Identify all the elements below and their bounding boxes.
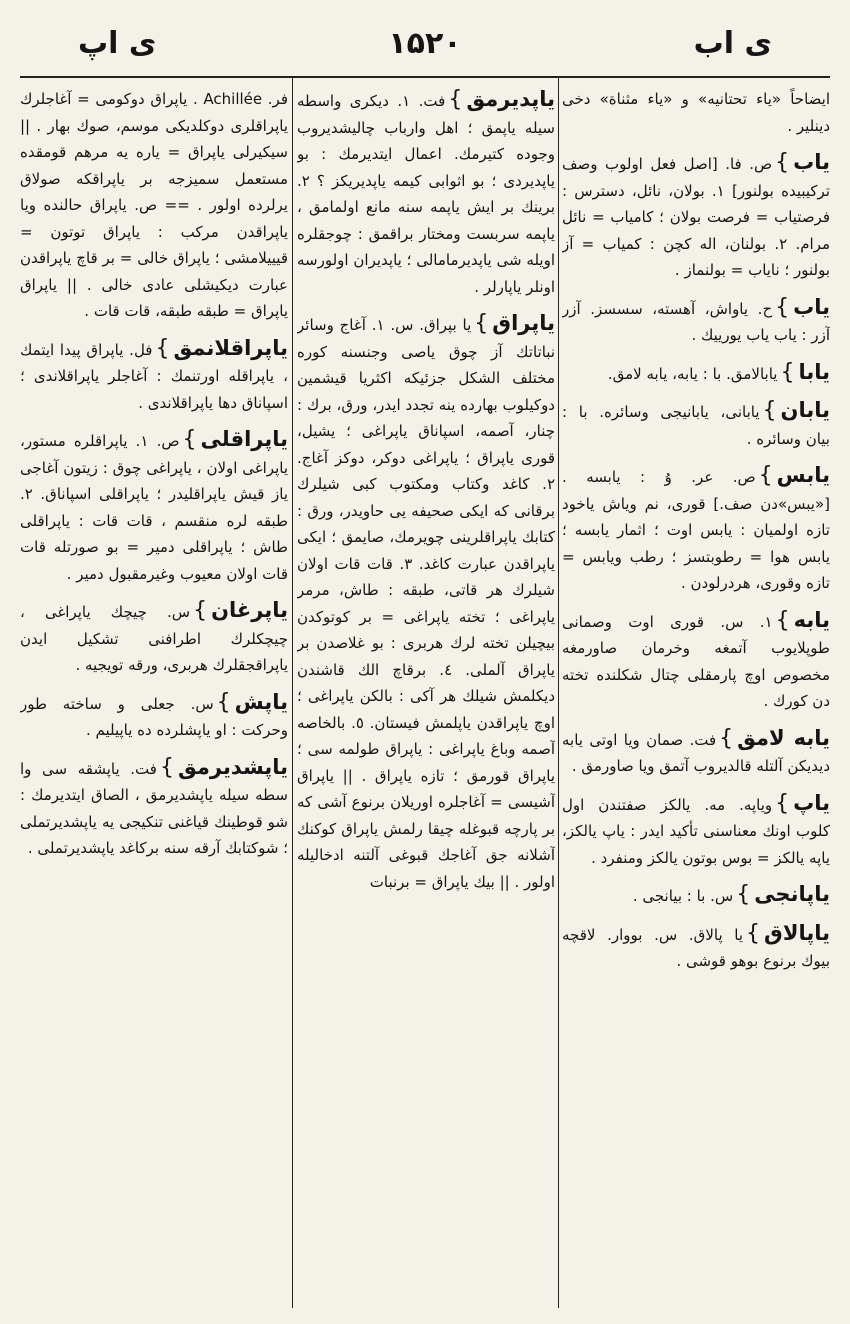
entry-headword: یاپش (234, 689, 288, 714)
brace-glyph: } (448, 87, 463, 112)
dictionary-entry (562, 790, 830, 872)
entry-headword: یاپشدیرمق (177, 754, 288, 779)
entry-definition: فل. یاپراق پیدا ایتمك ، یاپراقله اورتنمك : آغاجلر یاپراقلاندی ؛ اسپاناق دها یاپراقلاندی . (20, 340, 288, 412)
brace-glyph: } (746, 920, 761, 946)
dictionary-entry (297, 86, 555, 300)
header-rule (20, 76, 830, 78)
entry-headword: یابه (793, 607, 830, 632)
dictionary-entry (562, 359, 830, 388)
entry-definition: ویاپه. مه. یالکز صفتندن اول کلوب اونك معناسنی تأکید ایدر : یاپ یالکز، یاپه یالکز = بوس بوتون یالکز ومنفرد . (562, 795, 830, 867)
entry-definition: س. با : بیانجی . (632, 887, 734, 905)
entry-definition: ص. عر. ۇ : یابسه . [«یبس»دن صف.] قوری، نم ویاش یاخود تازه اولمیان : یابس اوت ؛ اثمار یابسه ؛ یابس هوا = رطوبتسز ؛ رطب ویابس = تازه وقوری، هردرلودن . (562, 468, 830, 592)
entry-headword: یاب (793, 150, 830, 174)
page-header (20, 18, 830, 68)
entry-headword: یاپرغان (211, 598, 288, 622)
entry-headword: یاپراقلی (200, 427, 288, 451)
dictionary-entry (20, 689, 288, 744)
dictionary-entry: ایضاحاً «یاء تحتانیه» و «یاء مثناة» دخی دینلیر . (562, 90, 830, 135)
column-middle (297, 86, 555, 1308)
dictionary-entry (562, 294, 830, 349)
brace-glyph: } (775, 790, 790, 816)
dictionary-entry (20, 754, 288, 862)
entry-headword: یابان (780, 398, 830, 422)
entry-headword: یاپراقلانمق (173, 335, 288, 360)
brace-glyph: } (758, 463, 773, 488)
entry-definition: فت. یاپشقه سی وا سطه سیله یاپشدیرمق ، الصاق ایتدیرمك : شو قوطینك قیاغنی تنکیجی یه یاپشدیرتملی ؛ شوکتابك آرقه سنه برکاغد یاپشدیرتملی . (20, 759, 288, 857)
dictionary-entry (562, 462, 830, 597)
dictionary-entry (20, 335, 288, 417)
entry-definition: یابالامق. با : یابه، یابه لامق. (607, 364, 778, 383)
page-number: ۱۵۲۰ (388, 26, 462, 61)
dictionary-page (20, 18, 830, 1308)
header-left-guide-word: ی اپ (78, 26, 157, 61)
entry-headword: یابه لامق (737, 725, 830, 750)
entry-definition: س. چیچك یاپراغی ، چیچکلرك اطرافنی تشکیل ایدن یاپراقجقلرك هربری، ورقه تویجیه . (20, 603, 288, 674)
entry-definition: س. جعلی و ساخته طور وحرکت : او یاپشلرده ده یاپیلیم . (20, 694, 288, 739)
column-divider-right (558, 78, 559, 1308)
column-right (562, 86, 830, 1308)
brace-glyph: } (474, 311, 489, 336)
dictionary-entry (297, 310, 555, 895)
entry-definition: فت. صمان ویا اوتی یابه دیدیکن آلتله قالدیروب آتمق ویا صاورمق . (562, 730, 830, 775)
entry-headword: یاپانجی (754, 882, 830, 906)
entry-headword: یاپالاق (764, 920, 830, 945)
dictionary-entry (20, 597, 288, 679)
entry-definition: یا بپراق. س. ۱. آغاج وسائر نباتاتك آز چوق یاصی وجنسنه کوره مختلف الشکل جزئیکه اکثریا قیشمین دوکیلوب بهارده ینه تجدد ایدر، ورق، برك : چنار، آصمه، اسپاناق یاپراغی ؛ یشیل، قوری یاپراق ؛ یاپراغی دوکر، دوکز آغاج. ۲. کاغد وکتاب ومکتوب کبی شیلرك برقانی که ایکی صحیفه یی حاویدر، ورق : کتابك یاپراقلرینی چویرمك، صایمق ؛ ایکی یاپراقدن عبارت کاغد. ۳. قات قات اولان شیلرك هر قاتی، طبقه : طاش، مرمر یاپراغی ؛ تخته یاپراغی = بر کوتوکدن بیچیلن تخته لرك هربری : بو غلاصدن بر یاپراق آلملی. ٤. برقاچ الك قاشندن دیکلمش شیلك هر آکی : بالکن یاپراغی ؛ اوچ یاپراقدن یاپلمش فیستان. ٥. بالخاصه آصمه وباغ یاپراغی : یاپراق طولمه سی ؛ یاپراق قورمق ؛ تازه یاپراق . || یاپراق آشیسی = آغاجلره اوریلان برنوع آشی که بر پارچه قبوغله چیقا رلمش یاپراق کوکنك آشلانه جق آغاجك قبوغی آلتنه ادخالیله اولور . || بیك یاپراق = برنبات (297, 316, 555, 891)
dictionary-entry (562, 725, 830, 780)
entry-headword: یابس (776, 463, 830, 487)
brace-glyph: } (762, 398, 777, 423)
brace-glyph: } (775, 150, 790, 175)
brace-glyph: } (780, 359, 795, 385)
brace-glyph: } (182, 427, 197, 452)
entry-definition: ۱. س. قوری اوت وصمانی طوپلایوب آتمغه وخرمان صاورمغه مخصوص اوچ پارمقلی چتال شکلنده تخته دن کورك . (562, 612, 830, 710)
entry-definition: ص. ۱. یاپراقلره مستور، یاپراغی اولان ، یاپراغی چوق : زیتون آغاجی یاز قیش یاپراقلیدر ؛ یاپراقلی اسپاناق. ۲. طبقه لره منقسم ، قات قات : یاپراقلی طاش ؛ یاپراقلی دمیر = بو صورتله قات قات اولان معیوب وغیرمقبول دمیر . (20, 432, 288, 583)
header-right-guide-word: ی اب (693, 26, 772, 61)
column-left (20, 86, 288, 1308)
dictionary-entry: فر. Achillée . یاپراق دوکومی = آغاجلرك یاپراقلری دوکلدیکی موسم، صوك بهار . || سیکیرلی یاپراق = یاره یه مرهم قومقده مستعمل سمیزجه بر یاپراقکه صولاق یرلرده اولور . == ص. یاپراق حالنده ویا یاپراقدن مرکب : یاپراق توتون = قیییلامشی ؛ یاپراق خالی = بر قاچ یاپراقدن عبارت دیکیشلی عادی خالی . || یاپراق یاپراق = طبقه طبقه، قات قات . (20, 90, 288, 320)
brace-glyph: } (216, 689, 231, 715)
dictionary-entry (562, 881, 830, 910)
entry-definition: ح. یاواش، آهسته، سسسز. آزر آزر : یاب یاب یورییك . (562, 299, 830, 344)
dictionary-entry (562, 920, 830, 975)
entry-definition: یابانی، یابانیجی وسائره. با : بیان وسائره . (562, 403, 830, 448)
entry-definition: فت. ۱. دیکری واسطه سیله یاپمق ؛ اهل وارباب چالیشدیروب وجوده کتیرمك. اعمال ایتدیرمك : بو یاپدیردی ؛ بو اثوابی کیمه یاپدیریکز ؟ ۲. برینك بر ایش یاپمه سنه مانع اولمامق ، یاپمه سربست ومختار براقمق : چوجقلره اویله شی یاپدیرمامالی ؛ یاپدیران اولورسه اونلر یاپارلر . (297, 92, 555, 296)
brace-glyph: } (775, 607, 790, 633)
entry-definition: یا پالاق. س. بووار. لاقچه بیوك برنوع بوهو قوشی . (562, 925, 830, 970)
dictionary-entry (20, 426, 288, 587)
brace-glyph: } (159, 754, 174, 780)
entry-headword: یابا (798, 359, 830, 384)
brace-glyph: } (736, 882, 751, 907)
brace-glyph: } (775, 294, 790, 320)
brace-glyph: } (193, 598, 208, 623)
entry-headword: یاپ (793, 790, 830, 815)
entry-headword: یاب (793, 294, 830, 319)
entry-headword: یاپراق (492, 311, 555, 335)
entry-headword: یاپدیرمق (466, 87, 555, 111)
brace-glyph: } (155, 335, 170, 361)
dictionary-entry (562, 607, 830, 715)
column-divider-left (292, 78, 293, 1308)
dictionary-entry (562, 149, 830, 284)
entry-definition: ص. فا. [اصل فعل اولوب وصف ترکیبیده بولنور] ۱. بولان، نائل، دسترس : فرصتیاب = فرصت بولان ؛ کامیاب = نائل مرام. ۲. بولنان، اله کچن : کمیاب = آز بولنور ؛ نایاب = بولنماز . (562, 155, 830, 279)
brace-glyph: } (719, 725, 734, 751)
dictionary-entry (562, 397, 830, 452)
